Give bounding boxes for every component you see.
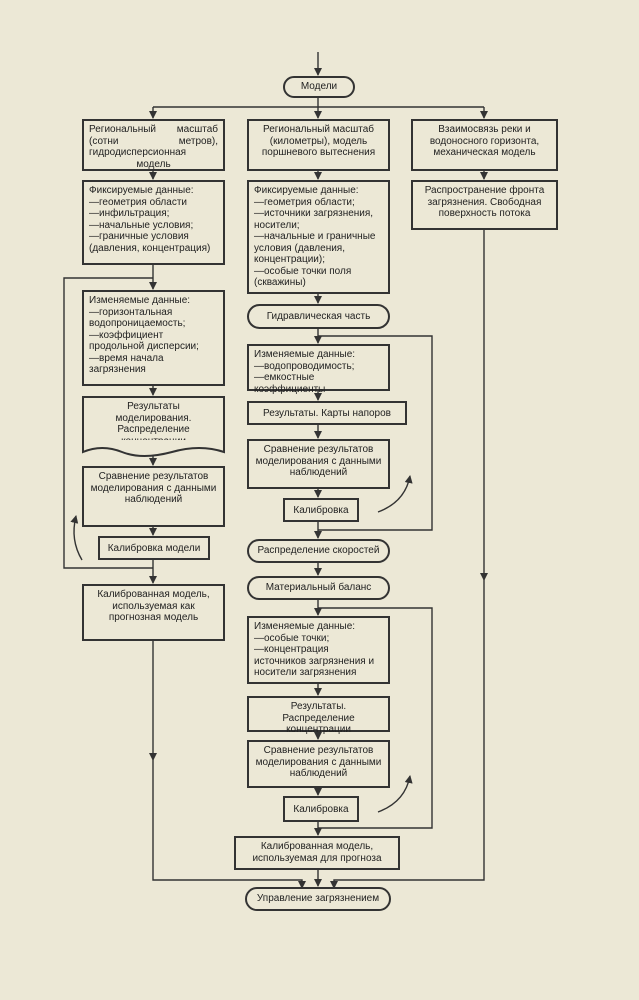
left-results-wave-icon [82,440,225,458]
left-final-model-box: Калиброванная модель, используемая как прогнозная модель [82,584,225,641]
middle-model-box: Региональный масштаб (километры), модель поршневого вытеснения [247,119,390,171]
middle-results-box-2: Результаты. Распределение концентрации [247,696,390,732]
middle-compare-box-2: Сравнение результатов моделирования с данными наблюдений [247,740,390,788]
velocity-distribution-node: Распределение скоростей [247,539,390,563]
left-calibration-box: Калибровка модели [98,536,210,560]
middle-results-box-1: Результаты. Карты напоров [247,401,407,425]
middle-variable-data-box-2: Изменяемые данные: —особые точки; —концентрация источников загрязнения и носители загрязнения [247,616,390,684]
left-fixed-data-box: Фиксируемые данные: —геометрия области —инфильтрация; —начальные условия; —граничные условия (давления, концентрация) [82,180,225,265]
hydraulic-part-node: Гидравлическая часть [247,304,390,329]
left-compare-box: Сравнение результатов моделирования с данными наблюдений [82,466,225,527]
models-node: Модели [283,76,355,98]
middle-variable-data-box-1: Изменяемые данные: —водопроводимость; —емкостные коэффициенты [247,344,390,391]
middle-calibration-box-2: Калибровка [283,796,359,822]
middle-fixed-data-box: Фиксируемые данные: —геометрия области; —источники загрязнения, носители; —начальные и граничные условия (давления, концентрации); —особые точки поля (скважины) [247,180,390,294]
right-front-box: Распространение фронта загрязнения. Свободная поверхность потока [411,180,558,230]
middle-calibration-box-1: Калибровка [283,498,359,522]
right-model-box: Взаимосвязь реки и водоносного горизонта, механическая модель [411,119,558,171]
left-model-box: Региональный масштаб (сотни метров), гидродисперсионная модель [82,119,225,171]
middle-compare-box-1: Сравнение результатов моделирования с данными наблюдений [247,439,390,489]
material-balance-node: Материальный баланс [247,576,390,600]
left-variable-data-box: Изменяемые данные: —горизонтальная водопроницаемость; —коэффициент продольной дисперсии; —время начала загрязнения [82,290,225,386]
middle-final-model-box: Калиброванная модель, используемая для прогноза [234,836,400,870]
left-results-box: Результаты моделирования. Распределение [82,396,225,444]
pollution-management-node: Управление загрязнением [245,887,391,911]
